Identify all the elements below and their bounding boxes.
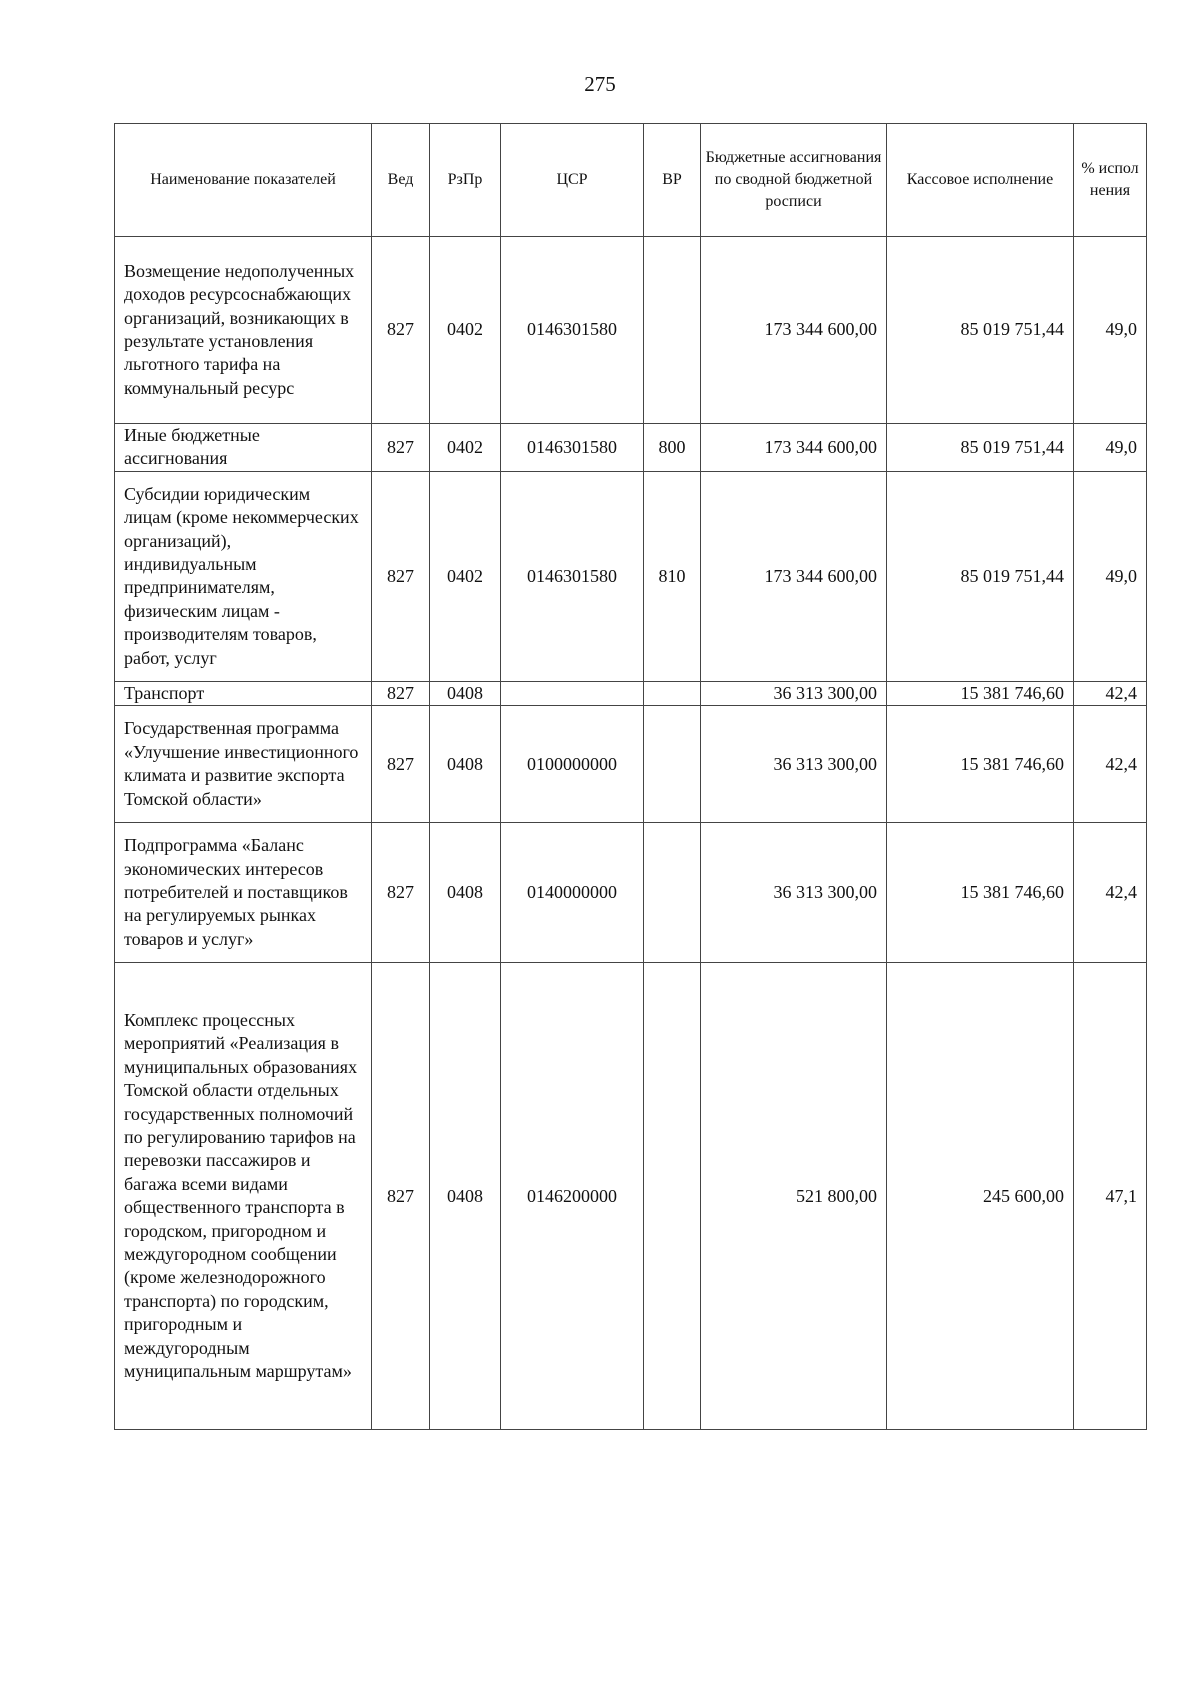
row-assigned: 173 344 600,00 — [701, 471, 887, 681]
row-csr: 0146301580 — [501, 471, 644, 681]
row-name: Государственная программа «Улучшение инвестиционного климата и развитие экспорта Томской области» — [115, 706, 372, 823]
table-header-row — [115, 124, 1147, 237]
row-vr — [644, 706, 701, 823]
table-row — [115, 424, 1147, 472]
table-row — [115, 963, 1147, 1430]
row-executed: 15 381 746,60 — [887, 706, 1074, 823]
header-ved: Вед — [372, 124, 430, 237]
row-vr — [644, 237, 701, 424]
row-assigned: 173 344 600,00 — [701, 424, 887, 472]
row-ved: 827 — [372, 963, 430, 1430]
row-executed: 15 381 746,60 — [887, 823, 1074, 963]
row-rzpr: 0408 — [430, 963, 501, 1430]
row-name: Иные бюджетные ассигнования — [115, 424, 372, 472]
row-vr — [644, 963, 701, 1430]
row-rzpr: 0408 — [430, 706, 501, 823]
row-percent: 49,0 — [1074, 424, 1147, 472]
row-executed: 85 019 751,44 — [887, 424, 1074, 472]
row-percent: 42,4 — [1074, 823, 1147, 963]
row-vr — [644, 823, 701, 963]
row-assigned: 36 313 300,00 — [701, 706, 887, 823]
row-percent: 49,0 — [1074, 237, 1147, 424]
budget-execution-table — [114, 123, 1147, 1430]
table-row — [115, 471, 1147, 681]
row-csr — [501, 681, 644, 705]
row-assigned: 521 800,00 — [701, 963, 887, 1430]
row-csr: 0140000000 — [501, 823, 644, 963]
header-name: Наименование показателей — [115, 124, 372, 237]
row-name: Подпрограмма «Баланс экономических интересов потребителей и поставщиков на регулируемых рынках товаров и услуг» — [115, 823, 372, 963]
row-executed: 85 019 751,44 — [887, 471, 1074, 681]
row-executed: 245 600,00 — [887, 963, 1074, 1430]
row-ved: 827 — [372, 424, 430, 472]
table-row — [115, 706, 1147, 823]
row-name: Транспорт — [115, 681, 372, 705]
row-assigned: 36 313 300,00 — [701, 681, 887, 705]
row-name: Комплекс процессных мероприятий «Реализация в муниципальных образованиях Томской области отдельных государственных полномочий по регулированию тарифов на перевозки пассажиров и багажа всеми видами общественного транспорта в городском, пригородном и междугородном сообщении (кроме железнодорожного транспорта) по городским, пригородным и междугородным муниципальным маршрутам» — [115, 963, 372, 1430]
header-csr: ЦСР — [501, 124, 644, 237]
row-percent: 47,1 — [1074, 963, 1147, 1430]
row-name: Возмещение недополученных доходов ресурсоснабжающих организаций, возникающих в результате установления льготного тарифа на коммунальный ресурс — [115, 237, 372, 424]
row-csr: 0146301580 — [501, 424, 644, 472]
row-rzpr: 0402 — [430, 424, 501, 472]
row-vr — [644, 681, 701, 705]
row-rzpr: 0402 — [430, 471, 501, 681]
row-executed: 15 381 746,60 — [887, 681, 1074, 705]
page-number: 275 — [584, 72, 616, 96]
row-ved: 827 — [372, 823, 430, 963]
row-csr: 0100000000 — [501, 706, 644, 823]
row-vr: 800 — [644, 424, 701, 472]
header-percent: % испол нения — [1074, 124, 1147, 237]
table-row — [115, 681, 1147, 705]
row-csr: 0146301580 — [501, 237, 644, 424]
row-ved: 827 — [372, 471, 430, 681]
row-ved: 827 — [372, 237, 430, 424]
row-name: Субсидии юридическим лицам (кроме некоммерческих организаций), индивидуальным предпринимателям, физическим лицам - производителям товаров, работ, услуг — [115, 471, 372, 681]
row-ved: 827 — [372, 706, 430, 823]
table-row — [115, 237, 1147, 424]
table-row — [115, 823, 1147, 963]
row-percent: 42,4 — [1074, 681, 1147, 705]
header-rzpr: РзПр — [430, 124, 501, 237]
row-ved: 827 — [372, 681, 430, 705]
row-executed: 85 019 751,44 — [887, 237, 1074, 424]
row-rzpr: 0408 — [430, 823, 501, 963]
row-percent: 49,0 — [1074, 471, 1147, 681]
header-assigned: Бюджетные ассигнования по сводной бюджетной росписи — [701, 124, 887, 237]
row-percent: 42,4 — [1074, 706, 1147, 823]
row-assigned: 36 313 300,00 — [701, 823, 887, 963]
header-vr: ВР — [644, 124, 701, 237]
row-vr: 810 — [644, 471, 701, 681]
row-rzpr: 0408 — [430, 681, 501, 705]
header-executed: Кассовое исполнение — [887, 124, 1074, 237]
row-assigned: 173 344 600,00 — [701, 237, 887, 424]
row-rzpr: 0402 — [430, 237, 501, 424]
row-csr: 0146200000 — [501, 963, 644, 1430]
